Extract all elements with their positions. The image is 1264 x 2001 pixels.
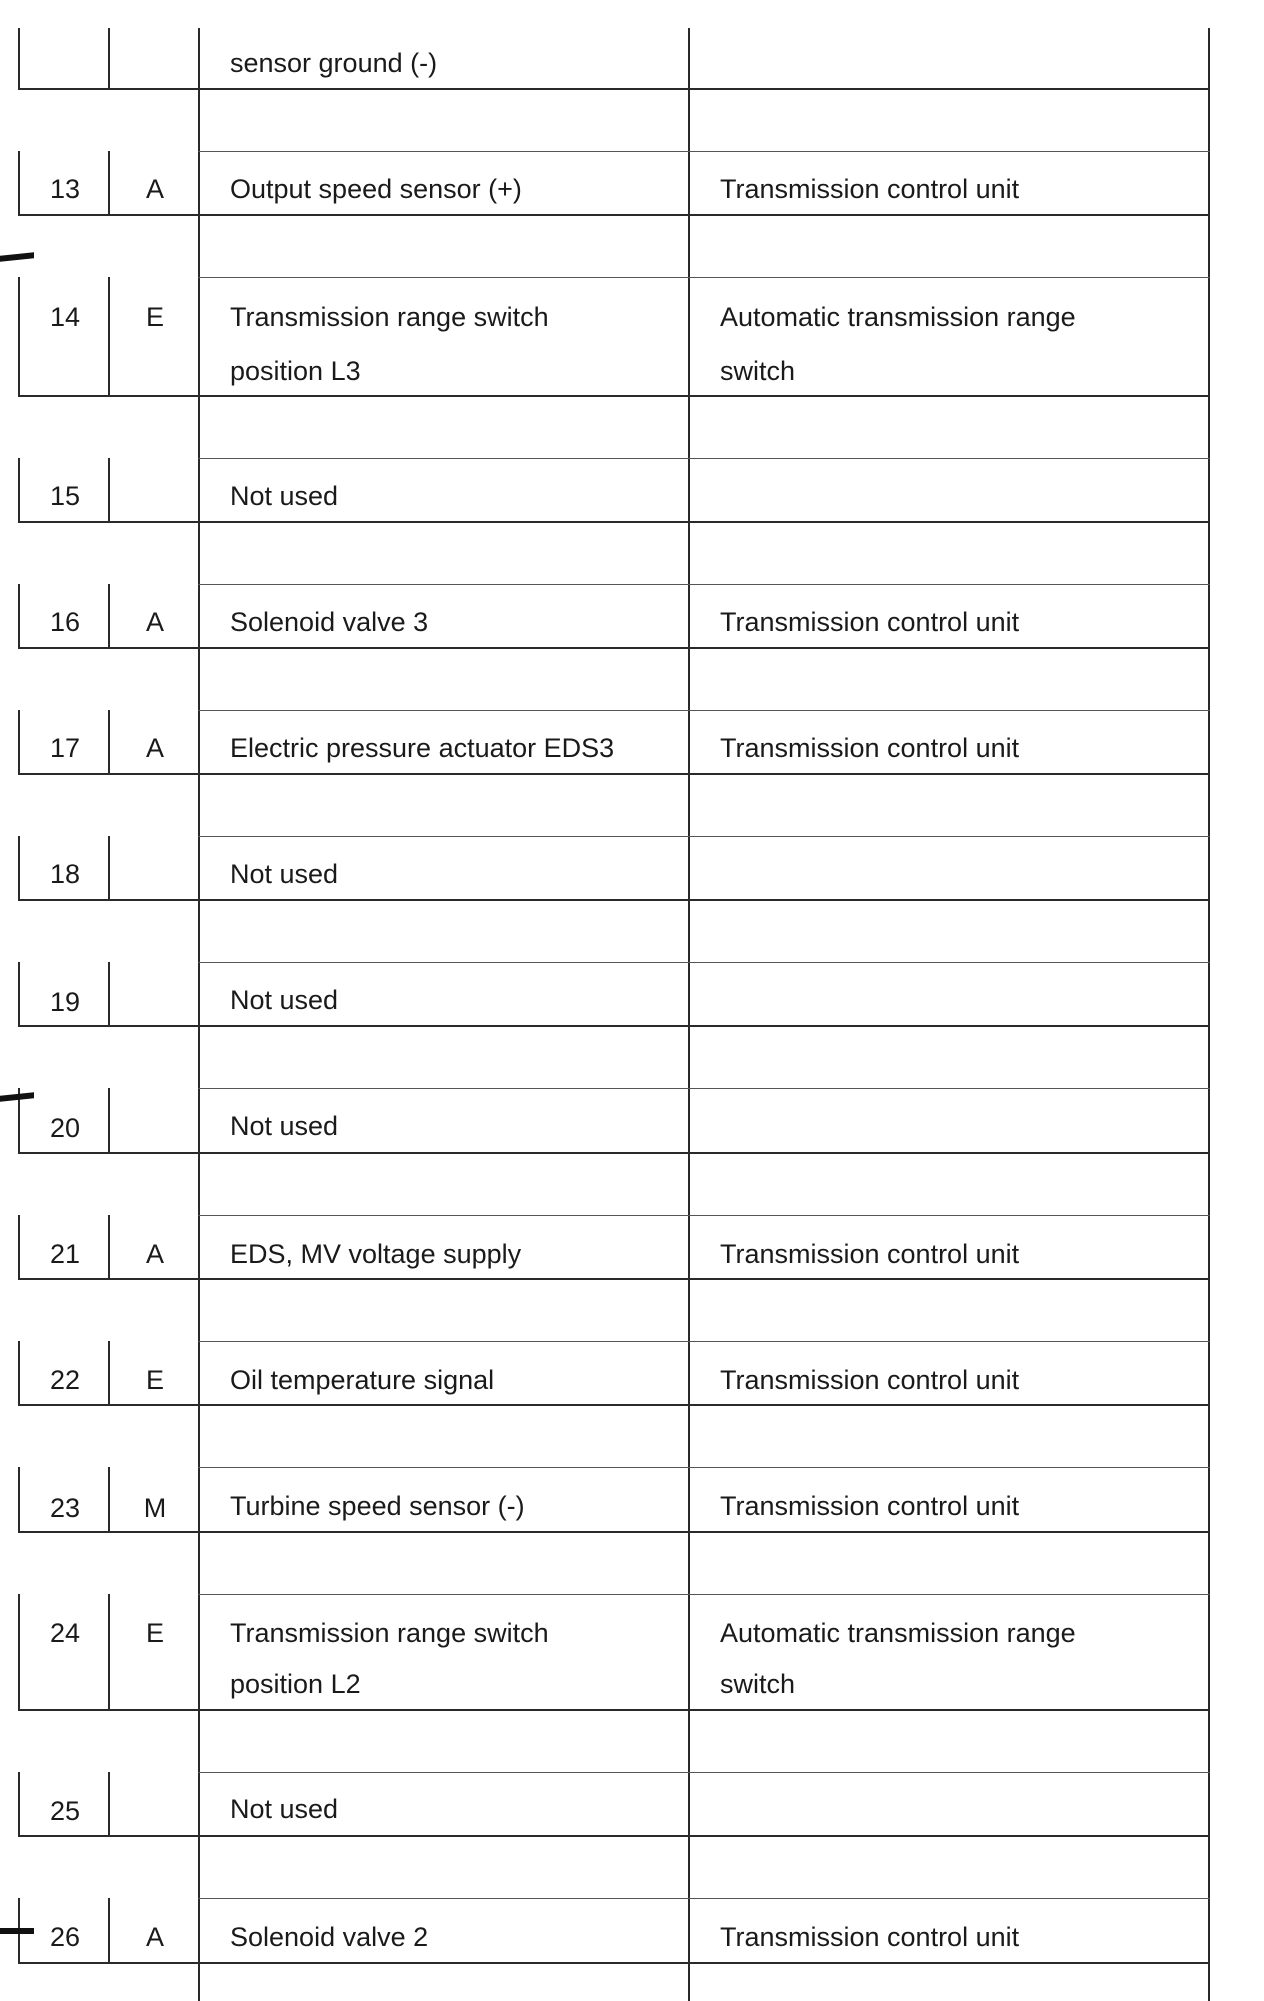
pin-description: Not used xyxy=(230,859,339,889)
connected-component-line1: Automatic transmission range xyxy=(720,1618,1076,1648)
connected-component: Transmission control unit xyxy=(720,174,1020,204)
pin-description: Not used xyxy=(230,1794,339,1824)
pin-number: 25 xyxy=(49,1796,81,1826)
signal-type: A xyxy=(145,1239,164,1269)
scan-mark xyxy=(0,252,34,262)
connected-component: Transmission control unit xyxy=(720,607,1020,637)
pin-number: 22 xyxy=(49,1365,81,1395)
signal-type: E xyxy=(145,302,164,332)
pin-number: 16 xyxy=(49,607,81,637)
pin-description: Electric pressure actuator EDS3 xyxy=(230,733,615,763)
pin-description: Not used xyxy=(230,985,339,1015)
signal-type: A xyxy=(145,607,164,637)
pin-number: 24 xyxy=(49,1618,81,1648)
pin-number: 18 xyxy=(49,859,81,889)
pin-description: Turbine speed sensor (-) xyxy=(230,1491,525,1521)
pin-number: 23 xyxy=(49,1493,81,1523)
signal-type: A xyxy=(145,1922,164,1952)
pin-description-line2: position L3 xyxy=(230,356,361,386)
pin-description-line1: Transmission range switch xyxy=(230,302,549,332)
connected-component-line2: switch xyxy=(720,356,796,386)
continuation-description: sensor ground (-) xyxy=(230,48,438,78)
pin-description: Not used xyxy=(230,1111,339,1141)
pin-number: 15 xyxy=(49,481,81,511)
pin-number: 14 xyxy=(49,302,81,332)
pin-description: Solenoid valve 3 xyxy=(230,607,429,637)
pin-number: 13 xyxy=(49,174,81,204)
pin-number: 20 xyxy=(49,1113,81,1143)
signal-type: A xyxy=(145,174,164,204)
signal-type: M xyxy=(143,1493,167,1523)
pin-description: Output speed sensor (+) xyxy=(230,174,522,204)
pin-number: 26 xyxy=(49,1922,81,1952)
connected-component: Transmission control unit xyxy=(720,733,1020,763)
connected-component: Transmission control unit xyxy=(720,1365,1020,1395)
connected-component: Transmission control unit xyxy=(720,1922,1020,1952)
signal-type: E xyxy=(145,1618,164,1648)
connected-component-line1: Automatic transmission range xyxy=(720,302,1076,332)
scan-mark xyxy=(0,1928,34,1934)
connected-component-line2: switch xyxy=(720,1669,796,1699)
pin-number: 19 xyxy=(49,987,81,1017)
pin-number: 17 xyxy=(49,733,81,763)
pin-description: Oil temperature signal xyxy=(230,1365,495,1395)
connected-component: Transmission control unit xyxy=(720,1491,1020,1521)
signal-type: E xyxy=(145,1365,164,1395)
pin-description: Not used xyxy=(230,481,339,511)
pin-description-line2: position L2 xyxy=(230,1669,361,1699)
signal-type: A xyxy=(145,733,164,763)
pin-description: Solenoid valve 2 xyxy=(230,1922,429,1952)
pin-description: EDS, MV voltage supply xyxy=(230,1239,522,1269)
connected-component: Transmission control unit xyxy=(720,1239,1020,1269)
pin-description-line1: Transmission range switch xyxy=(230,1618,549,1648)
pin-number: 21 xyxy=(49,1239,81,1269)
